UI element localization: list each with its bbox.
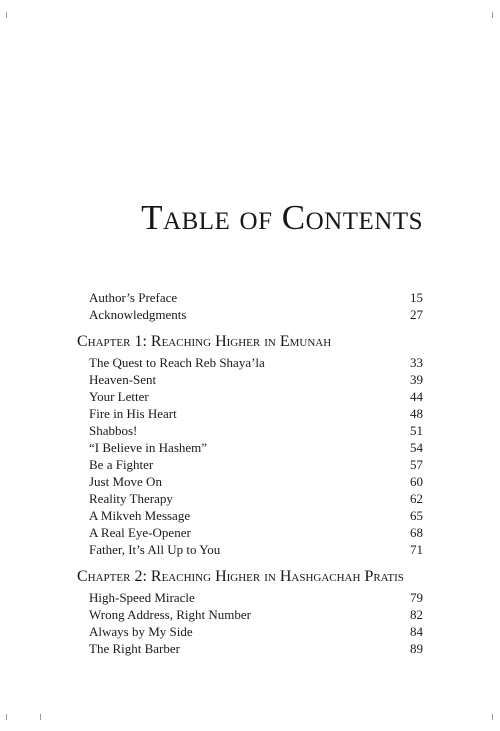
- chapter-section: [77, 567, 423, 657]
- toc-entry-page: 68: [410, 525, 423, 540]
- toc-entry-page: 54: [410, 440, 423, 455]
- crop-mark-bottom-left: [6, 714, 7, 720]
- toc-entry: [77, 371, 423, 388]
- toc-entry-page: 39: [410, 372, 423, 387]
- toc-entry-page: 27: [410, 307, 423, 322]
- toc-entry: [77, 388, 423, 405]
- front-matter-list: [77, 289, 423, 323]
- toc-entry-page: 33: [410, 355, 423, 370]
- toc-entry-page: 82: [410, 607, 423, 622]
- toc-entry: [77, 456, 423, 473]
- toc-entry-page: 60: [410, 474, 423, 489]
- toc-entry-title: A Mikveh Message: [89, 508, 191, 523]
- toc-entry: [77, 606, 423, 623]
- toc-entry-page: 51: [410, 423, 423, 438]
- toc-entry: [77, 640, 423, 657]
- toc-entry-title: Acknowledgments: [89, 307, 187, 322]
- toc-entry-title: Be a Fighter: [89, 457, 154, 472]
- chapter-heading: Chapter 2: Reaching Higher in Hashgachah Pratis: [77, 568, 404, 585]
- toc-entry-title: Wrong Address, Right Number: [89, 607, 251, 622]
- toc-entry-page: 62: [410, 491, 423, 506]
- toc-entry: [77, 507, 423, 524]
- toc-entry: [77, 405, 423, 422]
- toc-entry-title: The Quest to Reach Reb Shaya’la: [89, 355, 265, 370]
- toc-entry: [77, 439, 423, 456]
- toc-entry-page: 57: [410, 457, 423, 472]
- toc-entry-page: 89: [410, 641, 423, 656]
- toc-entry-title: The Right Barber: [89, 641, 180, 656]
- chapter-section: [77, 332, 423, 558]
- toc-entry-title: Heaven-Sent: [89, 372, 157, 387]
- toc-entry-title: Shabbos!: [89, 423, 138, 438]
- toc-entry-page: 84: [410, 624, 423, 639]
- toc-entry-page: 65: [410, 508, 423, 523]
- toc-entry-title: Always by My Side: [89, 624, 193, 639]
- toc-entry: [77, 306, 423, 323]
- table-of-contents: [77, 289, 423, 657]
- toc-entry-title: Reality Therapy: [89, 491, 173, 506]
- crop-mark-top-right: [492, 12, 493, 18]
- toc-entry: [77, 422, 423, 439]
- toc-entry: [77, 473, 423, 490]
- toc-entry: [77, 623, 423, 640]
- toc-entry-title: Just Move On: [89, 474, 162, 489]
- toc-entry: [77, 524, 423, 541]
- page-title: Table of Contents: [141, 198, 423, 237]
- crop-mark-bottom-center: [40, 714, 41, 720]
- toc-entry: [77, 541, 423, 558]
- toc-entry-page: 71: [410, 542, 423, 557]
- crop-mark-top-left: [6, 12, 7, 18]
- crop-mark-bottom-right: [492, 714, 493, 720]
- chapter-heading: Chapter 1: Reaching Higher in Emunah: [77, 333, 332, 350]
- toc-entry-title: Father, It’s All Up to You: [89, 542, 221, 557]
- toc-entry: [77, 490, 423, 507]
- toc-entry-page: 79: [410, 590, 423, 605]
- toc-entry: [77, 354, 423, 371]
- toc-entry-title: A Real Eye-Opener: [89, 525, 191, 540]
- toc-entry-title: High-Speed Miracle: [89, 590, 195, 605]
- toc-entry-page: 48: [410, 406, 423, 421]
- toc-entry-title: Author’s Preface: [89, 290, 178, 305]
- toc-entry-title: Fire in His Heart: [89, 406, 177, 421]
- toc-entry-title: Your Letter: [89, 389, 149, 404]
- toc-entry-page: 44: [410, 389, 423, 404]
- toc-entry: [77, 289, 423, 306]
- toc-entry-title: “I Believe in Hashem”: [89, 440, 208, 455]
- toc-entry-page: 15: [410, 290, 423, 305]
- toc-entry: [77, 589, 423, 606]
